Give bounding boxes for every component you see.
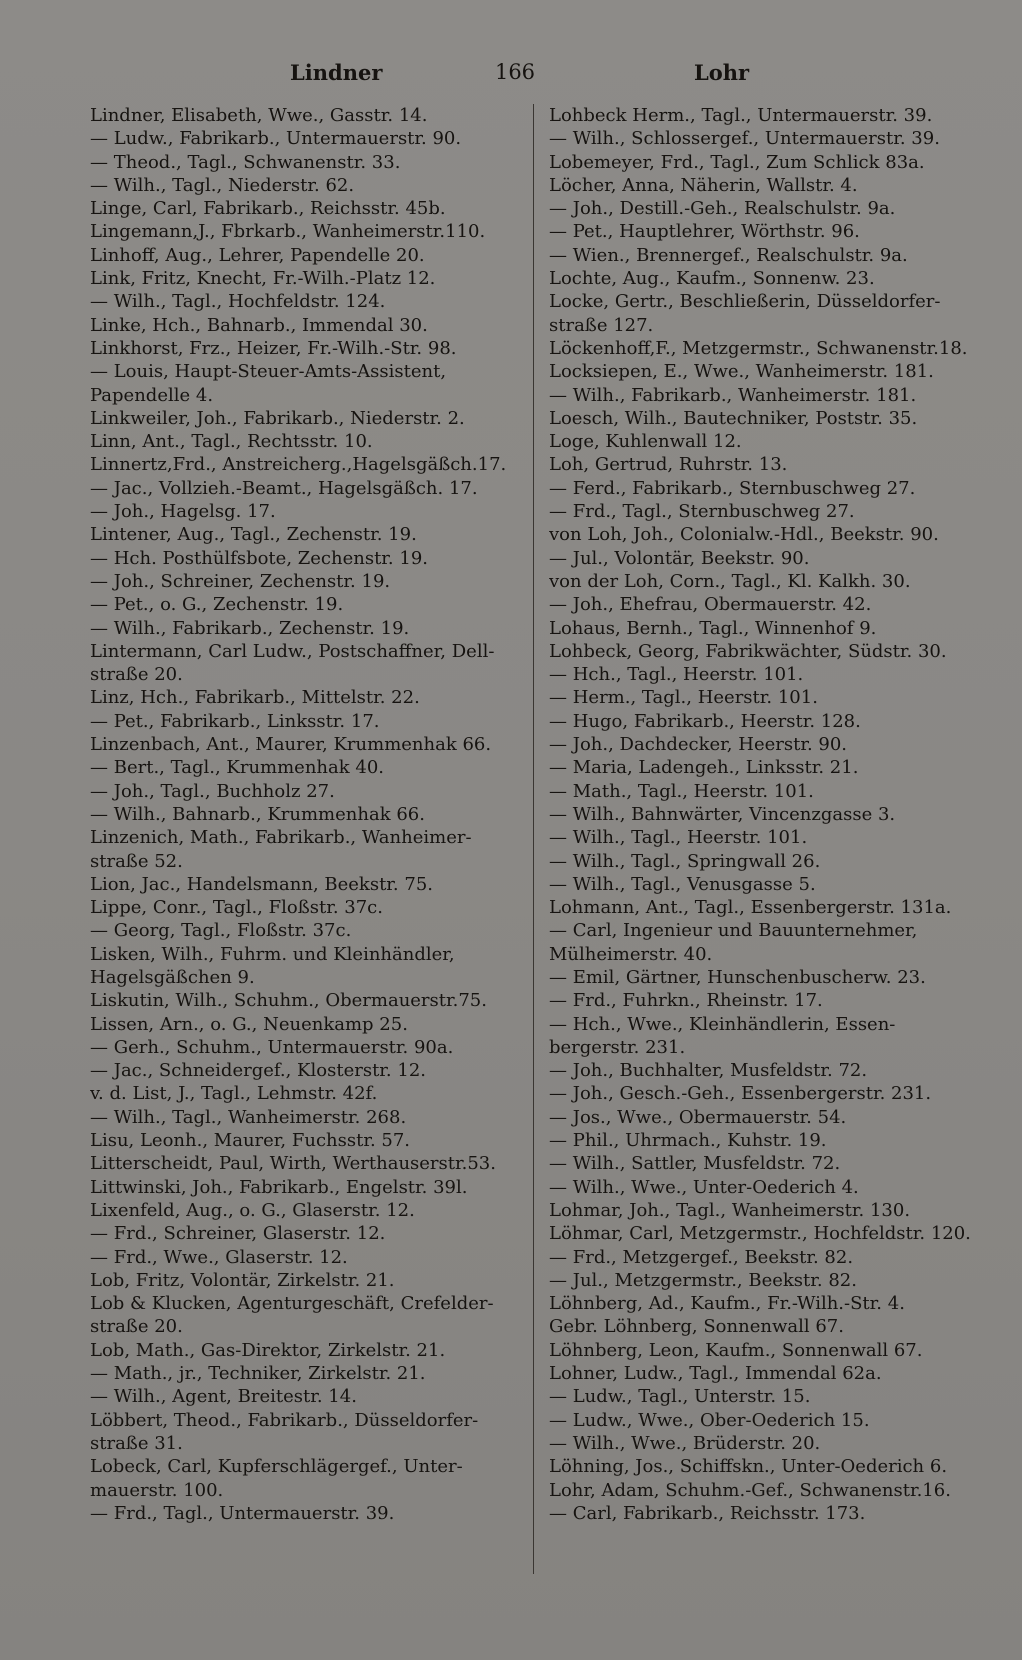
- directory-entry-line: — Pet., Fabrikarb., Linksstr. 17.: [90, 710, 380, 732]
- header-right-word: Lohr: [694, 60, 750, 85]
- directory-entry-line: — Wilh., Schlossergef., Untermauerstr. 39.: [549, 128, 940, 150]
- directory-entry-line: — Gerh., Schuhm., Untermauerstr. 90a.: [90, 1036, 454, 1058]
- directory-entry-line: von Loh, Joh., Colonialw.-Hdl., Beekstr. 90.: [549, 524, 939, 546]
- directory-entry-line: — Phil., Uhrmach., Kuhstr. 19.: [549, 1130, 827, 1152]
- directory-entry-line: Lohmann, Ant., Tagl., Essenbergerstr. 131a.: [549, 897, 952, 919]
- directory-entry-line: — Math., Tagl., Heerstr. 101.: [549, 780, 814, 802]
- directory-entry-line: — Theod., Tagl., Schwanenstr. 33.: [90, 151, 401, 173]
- directory-entry-line: — Jul., Metzgermstr., Beekstr. 82.: [549, 1269, 857, 1291]
- directory-entry-line: — Wilh., Fabrikarb., Wanheimerstr. 181.: [549, 384, 917, 406]
- directory-entry-line: Hagelsgäßchen 9.: [90, 966, 255, 988]
- directory-entry-line: — Frd., Tagl., Untermauerstr. 39.: [90, 1502, 395, 1524]
- directory-entry-line: — Wilh., Bahnwärter, Vincenzgasse 3.: [549, 803, 896, 825]
- right-column: [549, 104, 977, 1604]
- directory-entry-line: Loge, Kuhlenwall 12.: [549, 431, 742, 453]
- directory-entry-line: Linnertz,Frd., Anstreicherg.,Hagelsgäßch.17.: [90, 454, 507, 476]
- column-divider: [533, 104, 534, 1574]
- directory-entry-line: — Wilh., Tagl., Heerstr. 101.: [549, 827, 808, 849]
- directory-entry-line: — Carl, Ingenieur und Bauunternehmer,: [549, 920, 918, 942]
- directory-entry-line: Link, Fritz, Knecht, Fr.-Wilh.-Platz 12.: [90, 268, 436, 290]
- directory-entry-line: Lohmar, Joh., Tagl., Wanheimerstr. 130.: [549, 1199, 911, 1221]
- directory-entry-line: bergerstr. 231.: [549, 1036, 686, 1058]
- directory-entry-line: Lippe, Conr., Tagl., Floßstr. 37c.: [90, 897, 383, 919]
- directory-entry-line: — Joh., Gesch.-Geh., Essenbergerstr. 231.: [549, 1083, 932, 1105]
- directory-entry-line: Locksiepen, E., Wwe., Wanheimerstr. 181.: [549, 361, 934, 383]
- directory-entry-line: mauerstr. 100.: [90, 1479, 224, 1501]
- directory-entry-line: — Joh., Buchhalter, Musfeldstr. 72.: [549, 1060, 868, 1082]
- directory-entry-line: — Joh., Ehefrau, Obermauerstr. 42.: [549, 594, 872, 616]
- directory-entry-line: Lixenfeld, Aug., o. G., Glaserstr. 12.: [90, 1199, 415, 1221]
- directory-entry-line: — Herm., Tagl., Heerstr. 101.: [549, 687, 818, 709]
- directory-entry-line: straße 31.: [90, 1432, 183, 1454]
- directory-entry-line: Lisken, Wilh., Fuhrm. und Kleinhändler,: [90, 943, 455, 965]
- directory-entry-line: — Hch., Tagl., Heerstr. 101.: [549, 664, 804, 686]
- directory-entry-line: Lochte, Aug., Kaufm., Sonnenw. 23.: [549, 268, 875, 290]
- directory-entry-line: — Frd., Wwe., Glaserstr. 12.: [90, 1246, 348, 1268]
- directory-entry-line: — Joh., Tagl., Buchholz 27.: [90, 780, 335, 802]
- directory-entry-line: — Wilh., Wwe., Brüderstr. 20.: [549, 1432, 821, 1454]
- header-left-word: Lindner: [290, 60, 383, 85]
- directory-entry-line: Linke, Hch., Bahnarb., Immendal 30.: [90, 314, 428, 336]
- directory-entry-line: — Ludw., Wwe., Ober-Oederich 15.: [549, 1409, 870, 1431]
- directory-entry-line: Lobeck, Carl, Kupferschlägergef., Unter-: [90, 1456, 463, 1478]
- directory-entry-line: — Wilh., Tagl., Springwall 26.: [549, 850, 821, 872]
- directory-entry-line: — Wilh., Sattler, Musfeldstr. 72.: [549, 1153, 841, 1175]
- directory-entry-line: Lob, Fritz, Volontär, Zirkelstr. 21.: [90, 1269, 395, 1291]
- left-column: [90, 104, 518, 1604]
- directory-entry-line: Löckenhoff,F., Metzgermstr., Schwanenstr.18.: [549, 337, 968, 359]
- directory-entry-line: straße 127.: [549, 314, 654, 336]
- directory-entry-line: — Hugo, Fabrikarb., Heerstr. 128.: [549, 710, 861, 732]
- directory-entry-line: Linzenbach, Ant., Maurer, Krummenhak 66.: [90, 734, 492, 756]
- directory-entry-line: — Wilh., Tagl., Hochfeldstr. 124.: [90, 291, 386, 313]
- directory-entry-line: Linn, Ant., Tagl., Rechtsstr. 10.: [90, 431, 373, 453]
- directory-entry-line: Lohbeck Herm., Tagl., Untermauerstr. 39.: [549, 105, 933, 126]
- directory-entry-line: Gebr. Löhnberg, Sonnenwall 67.: [549, 1316, 844, 1338]
- directory-entry-line: — Louis, Haupt-Steuer-Amts-Assistent,: [90, 361, 447, 383]
- directory-entry-line: Lob & Klucken, Agenturgeschäft, Crefelder-: [90, 1293, 494, 1315]
- directory-entry-line: — Carl, Fabrikarb., Reichsstr. 173.: [549, 1502, 866, 1524]
- directory-entry-line: — Frd., Schreiner, Glaserstr. 12.: [90, 1223, 386, 1245]
- directory-entry-line: Löhning, Jos., Schiffskn., Unter-Oederich 6.: [549, 1456, 948, 1478]
- directory-entry-line: Lintener, Aug., Tagl., Zechenstr. 19.: [90, 524, 417, 546]
- directory-entry-line: Lob, Math., Gas-Direktor, Zirkelstr. 21.: [90, 1339, 446, 1361]
- directory-entry-line: — Wilh., Tagl., Wanheimerstr. 268.: [90, 1106, 407, 1128]
- directory-entry-line: — Ludw., Tagl., Unterstr. 15.: [549, 1386, 811, 1408]
- directory-entry-line: Mülheimerstr. 40.: [549, 943, 713, 965]
- directory-entry-line: — Wilh., Agent, Breitestr. 14.: [90, 1386, 357, 1408]
- directory-entry-line: Linzenich, Math., Fabrikarb., Wanheimer-: [90, 827, 472, 849]
- directory-entry-line: — Ferd., Fabrikarb., Sternbuschweg 27.: [549, 477, 916, 499]
- directory-entry-line: Löcher, Anna, Näherin, Wallstr. 4.: [549, 174, 858, 196]
- page-number: 166: [494, 60, 536, 84]
- directory-entry-line: Loesch, Wilh., Bautechniker, Poststr. 35.: [549, 407, 918, 429]
- directory-entry-line: — Pet., o. G., Zechenstr. 19.: [90, 594, 344, 616]
- directory-entry-line: — Jac., Vollzieh.-Beamt., Hagelsgäßch. 17.: [90, 477, 478, 499]
- directory-entry-line: — Joh., Hagelsg. 17.: [90, 501, 276, 523]
- directory-entry-line: Lintermann, Carl Ludw., Postschaffner, Dell-: [90, 640, 495, 662]
- directory-entry-line: Lohner, Ludw., Tagl., Immendal 62a.: [549, 1363, 882, 1385]
- directory-entry-line: — Jul., Volontär, Beekstr. 90.: [549, 547, 810, 569]
- directory-entry-line: Linkweiler, Joh., Fabrikarb., Niederstr. 2.: [90, 407, 465, 429]
- directory-entry-line: — Frd., Metzgergef., Beekstr. 82.: [549, 1246, 854, 1268]
- directory-entry-line: — Jac., Schneidergef., Klosterstr. 12.: [90, 1060, 426, 1082]
- directory-entry-line: Linz, Hch., Fabrikarb., Mittelstr. 22.: [90, 687, 420, 709]
- directory-entry-line: Lohbeck, Georg, Fabrikwächter, Südstr. 30.: [549, 640, 947, 662]
- directory-entry-line: Litterscheidt, Paul, Wirth, Werthauserstr.53.: [90, 1153, 496, 1175]
- directory-entry-line: — Wilh., Tagl., Venusgasse 5.: [549, 873, 816, 895]
- directory-entry-line: Lohr, Adam, Schuhm.-Gef., Schwanenstr.16.: [549, 1479, 951, 1501]
- directory-entry-line: Linhoff, Aug., Lehrer, Papendelle 20.: [90, 244, 425, 266]
- directory-entry-line: Linkhorst, Frz., Heizer, Fr.-Wilh.-Str. 98.: [90, 337, 457, 359]
- directory-entry-line: — Frd., Tagl., Sternbuschweg 27.: [549, 501, 855, 523]
- directory-entry-line: — Emil, Gärtner, Hunschenbuscherw. 23.: [549, 966, 926, 988]
- directory-entry-line: — Wilh., Wwe., Unter-Oederich 4.: [549, 1176, 859, 1198]
- directory-entry-line: Lingemann,J., Fbrkarb., Wanheimerstr.110.: [90, 221, 486, 243]
- directory-entry-line: Lindner, Elisabeth, Wwe., Gasstr. 14.: [90, 105, 428, 126]
- directory-entry-line: — Wien., Brennergef., Realschulstr. 9a.: [549, 244, 908, 266]
- directory-entry-line: straße 52.: [90, 850, 183, 872]
- directory-entry-line: — Wilh., Bahnarb., Krummenhak 66.: [90, 803, 425, 825]
- directory-entry-line: Littwinski, Joh., Fabrikarb., Engelstr. 39l.: [90, 1176, 468, 1198]
- directory-entry-line: Lohaus, Bernh., Tagl., Winnenhof 9.: [549, 617, 877, 639]
- directory-entry-line: — Maria, Ladengeh., Linksstr. 21.: [549, 757, 859, 779]
- directory-entry-line: — Math., jr., Techniker, Zirkelstr. 21.: [90, 1363, 426, 1385]
- directory-entry-line: Löbbert, Theod., Fabrikarb., Düsseldorfer-: [90, 1409, 479, 1431]
- directory-entry-line: von der Loh, Corn., Tagl., Kl. Kalkh. 30.: [549, 570, 911, 592]
- directory-entry-line: v. d. List, J., Tagl., Lehmstr. 42f.: [90, 1083, 378, 1105]
- directory-entry-line: Löhmar, Carl, Metzgermstr., Hochfeldstr. 120.: [549, 1223, 971, 1245]
- directory-entry-line: Papendelle 4.: [90, 384, 214, 406]
- directory-entry-line: Loh, Gertrud, Ruhrstr. 13.: [549, 454, 788, 476]
- page-header: [90, 54, 940, 94]
- directory-entry-line: Lobemeyer, Frd., Tagl., Zum Schlick 83a.: [549, 151, 925, 173]
- directory-entry-line: — Hch., Wwe., Kleinhändlerin, Essen-: [549, 1013, 896, 1035]
- directory-entry-line: — Ludw., Fabrikarb., Untermauerstr. 90.: [90, 128, 462, 150]
- directory-entry-line: Linge, Carl, Fabrikarb., Reichsstr. 45b.: [90, 198, 446, 220]
- directory-entry-line: Lion, Jac., Handelsmann, Beekstr. 75.: [90, 873, 434, 895]
- directory-entry-line: Löhnberg, Ad., Kaufm., Fr.-Wilh.-Str. 4.: [549, 1293, 905, 1315]
- directory-entry-line: Liskutin, Wilh., Schuhm., Obermauerstr.75.: [90, 990, 487, 1012]
- directory-entry-line: — Joh., Schreiner, Zechenstr. 19.: [90, 570, 391, 592]
- directory-entry-line: Lisu, Leonh., Maurer, Fuchsstr. 57.: [90, 1130, 411, 1152]
- directory-entry-line: — Joh., Dachdecker, Heerstr. 90.: [549, 734, 848, 756]
- directory-entry-line: — Wilh., Fabrikarb., Zechenstr. 19.: [90, 617, 410, 639]
- directory-entry-line: — Jos., Wwe., Obermauerstr. 54.: [549, 1106, 847, 1128]
- directory-entry-line: — Pet., Hauptlehrer, Wörthstr. 96.: [549, 221, 860, 243]
- directory-entry-line: straße 20.: [90, 664, 183, 686]
- directory-entry-line: Löhnberg, Leon, Kaufm., Sonnenwall 67.: [549, 1339, 923, 1361]
- directory-entry-line: — Wilh., Tagl., Niederstr. 62.: [90, 174, 355, 196]
- directory-entry-line: Lissen, Arn., o. G., Neuenkamp 25.: [90, 1013, 408, 1035]
- directory-entry-line: Locke, Gertr., Beschließerin, Düsseldorfer-: [549, 291, 941, 313]
- directory-entry-line: straße 20.: [90, 1316, 183, 1338]
- directory-entry-line: — Frd., Fuhrkn., Rheinstr. 17.: [549, 990, 823, 1012]
- directory-entry-line: — Georg, Tagl., Floßstr. 37c.: [90, 920, 352, 942]
- directory-entry-line: — Bert., Tagl., Krummenhak 40.: [90, 757, 384, 779]
- directory-entry-line: — Joh., Destill.-Geh., Realschulstr. 9a.: [549, 198, 896, 220]
- directory-entry-line: — Hch. Posthülfsbote, Zechenstr. 19.: [90, 547, 429, 569]
